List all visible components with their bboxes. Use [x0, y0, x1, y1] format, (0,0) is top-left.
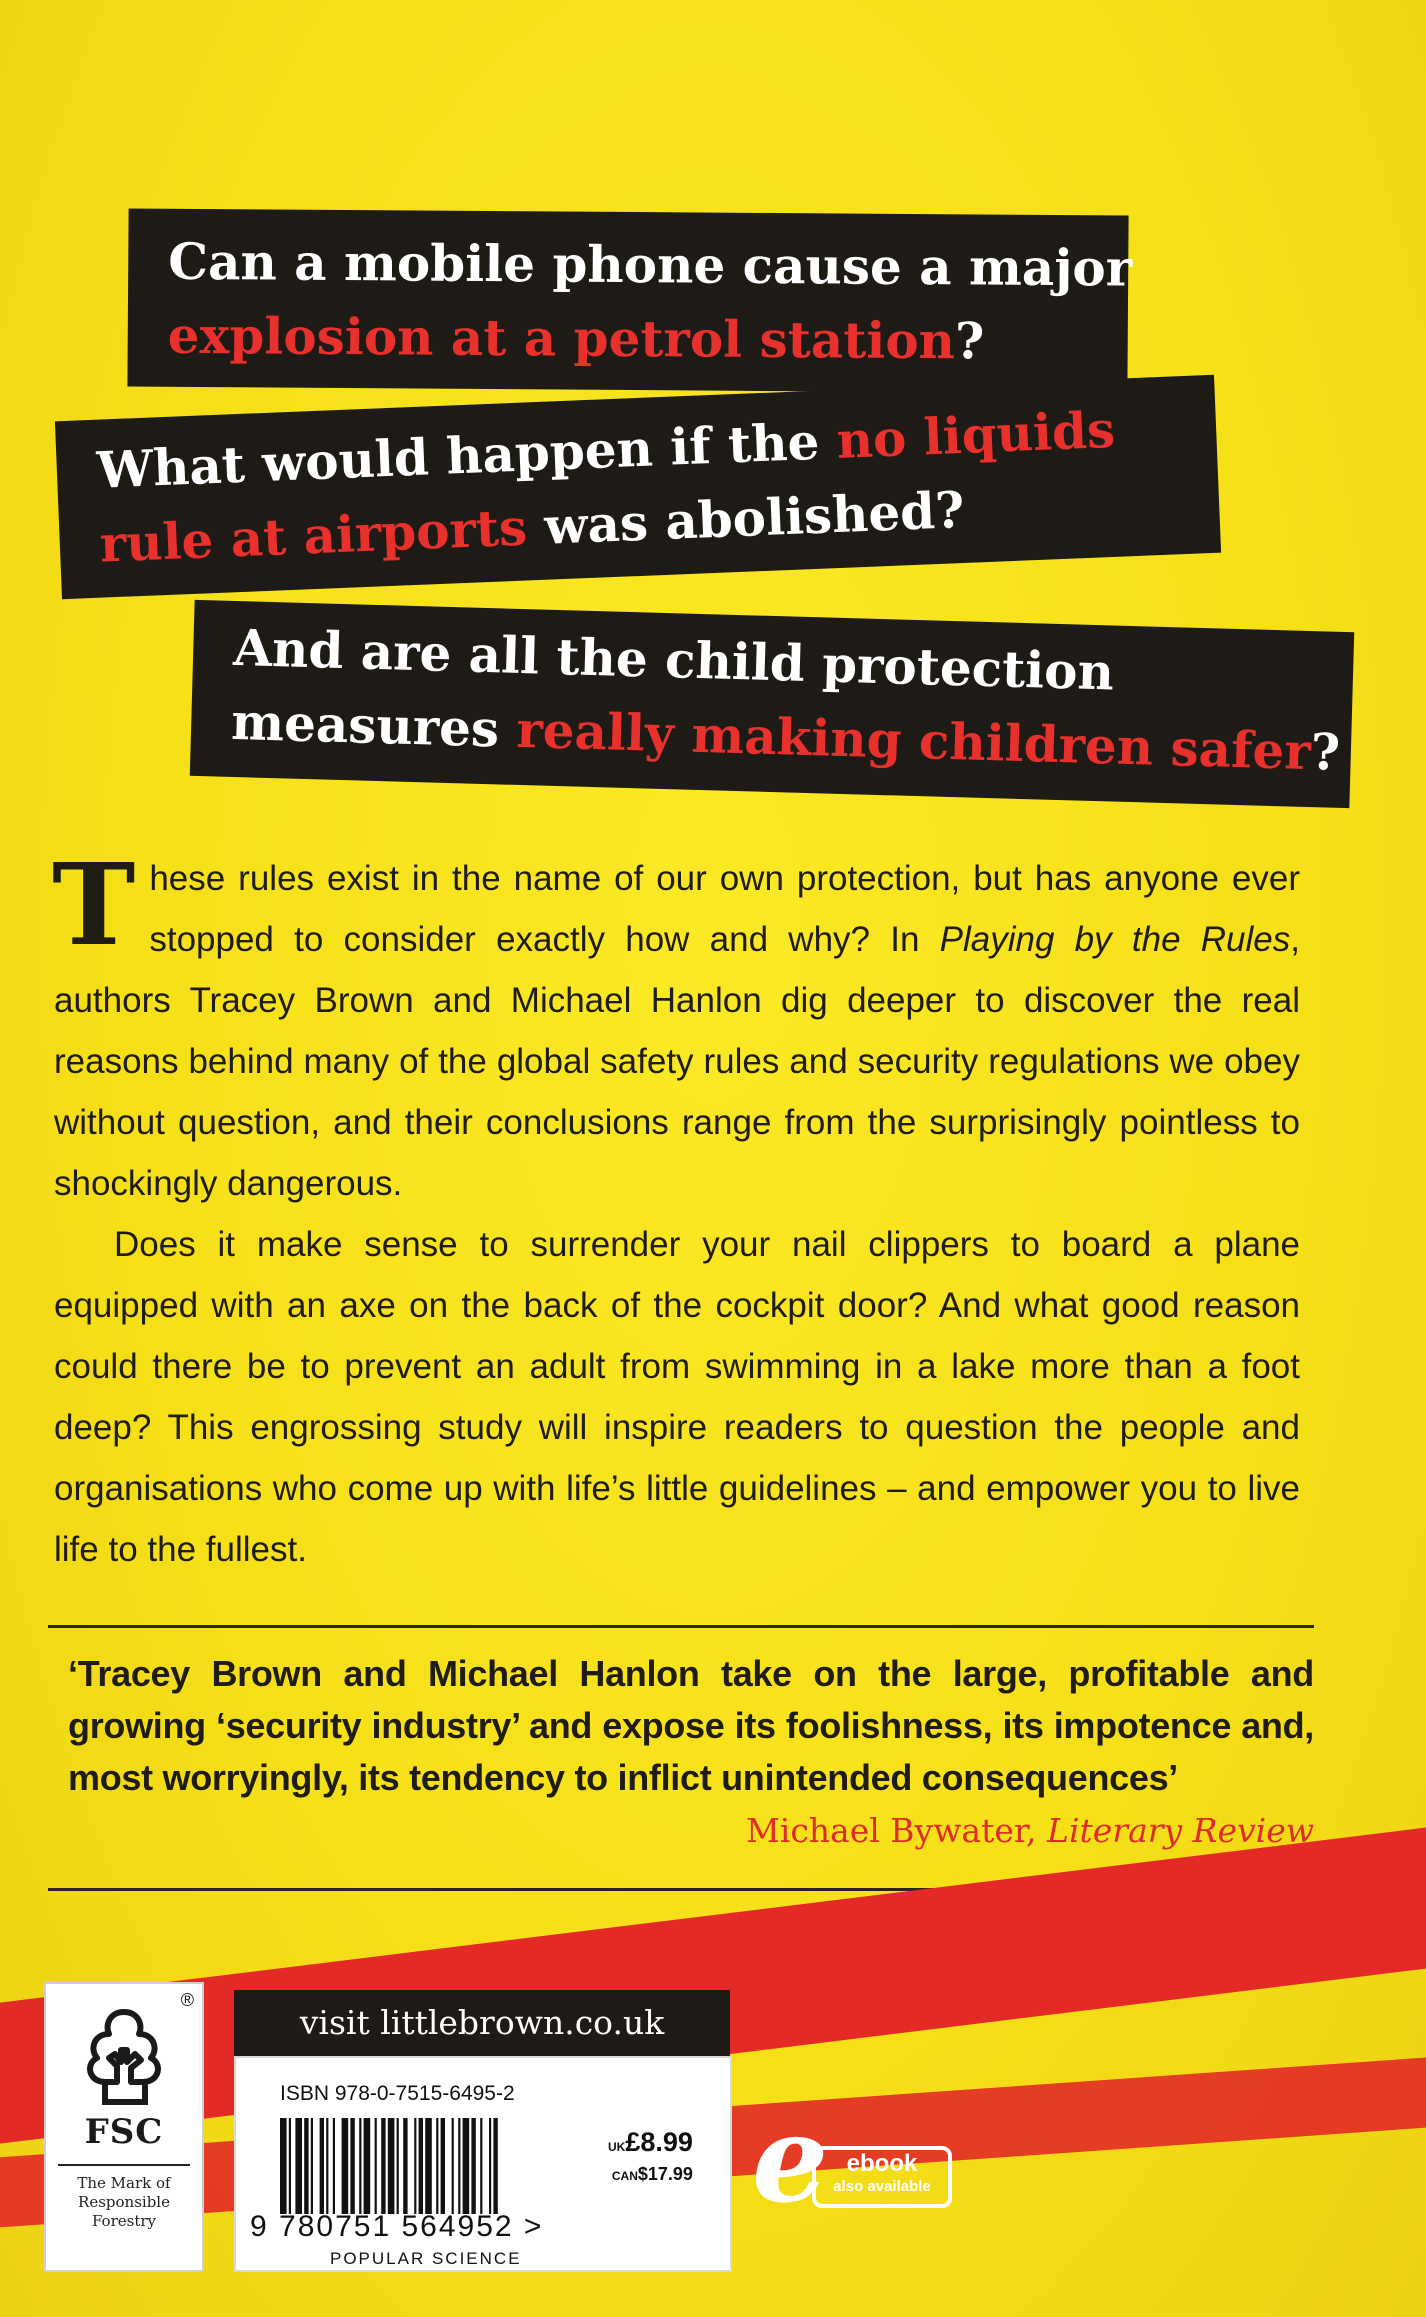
price-uk-value: £8.99: [625, 2127, 693, 2157]
ebook-subtitle: also available: [833, 2178, 931, 2195]
banner-3-line-1: And are all the child protection: [232, 617, 1115, 702]
banner-3-end: ?: [1309, 722, 1341, 782]
question-banner-3: [190, 600, 1354, 808]
price-can: [608, 2163, 693, 2187]
banner-1-line-1: Can a mobile phone cause a major: [168, 231, 1133, 298]
fsc-logo: [44, 1982, 204, 2272]
banner-2-highlight-b: rule at airports: [98, 497, 529, 574]
banner-2-end: was abolished?: [525, 479, 966, 557]
barcode-icon: [280, 2118, 590, 2214]
review-author: Michael Bywater,: [745, 1811, 1048, 1850]
divider-top: [48, 1625, 1314, 1628]
banner-3-start: measures: [230, 691, 518, 759]
banner-1-end: ?: [954, 311, 985, 371]
review-publication: Literary Review: [1047, 1811, 1314, 1850]
book-title-inline: Playing by the Rules: [939, 920, 1291, 959]
ebook-badge: [752, 2089, 962, 2230]
ebook-label: [812, 2146, 952, 2208]
publisher-website: visit littlebrown.co.uk: [234, 1990, 730, 2056]
price-can-label: CAN: [611, 2169, 638, 2183]
ebook-title: ebook: [846, 2150, 918, 2177]
banner-1-line-2: [167, 299, 1087, 379]
price-block: [608, 2126, 693, 2187]
question-banner-1: [127, 209, 1133, 394]
blurb-p1-a: hese rules exist in the name of our own protection, but has anyone ever stopped to consider exactly how and why? In: [149, 859, 1300, 959]
drop-cap: T: [52, 840, 136, 971]
fsc-tagline: The Mark of Responsible Forestry: [58, 2164, 190, 2231]
isbn-text: ISBN 978-0-7515-6495-2: [280, 2082, 515, 2105]
blurb-paragraph-2: Does it make sense to surrender your nail clippers to board a plane equipped with an axe on the back of the cockpit door? And what good reason could there be to prevent an adult from swimming in a lake more than a foot deep? This engrossing study will inspire readers to question the people and organisations who come up with life’s little guidelines – and empower you to live life to the fullest.: [54, 1225, 1300, 1569]
fsc-tree-icon: [69, 2004, 179, 2108]
price-uk: [608, 2126, 693, 2163]
genre-label: POPULAR SCIENCE: [330, 2249, 522, 2268]
banner-2-start: What would happen if the: [95, 411, 838, 500]
ean-number: 9 780751 564952 >: [250, 2210, 544, 2243]
banner-2-highlight-a: no liquids: [835, 399, 1117, 470]
banner-1-highlight: explosion at a petrol station: [167, 305, 956, 371]
review-attribution: [746, 1811, 1314, 1850]
registered-mark: ®: [180, 1990, 194, 2010]
banner-3-highlight: really making children safer: [515, 699, 1312, 782]
fsc-name: FSC: [84, 2112, 164, 2152]
question-banner-2: [55, 375, 1221, 599]
blurb-p1-b: , authors Tracey Brown and Michael Hanlon dig deeper to discover the real reasons behind many of the global safety rules and security regulations we obey without question, and their conclusions range from the surprisingly pointless to shockingly dangerous.: [54, 920, 1300, 1203]
ebook-e-icon: e: [752, 2089, 829, 2230]
blurb: [52, 840, 1300, 1580]
price-uk-label: UK: [608, 2140, 626, 2154]
barcode-panel: [234, 2056, 732, 2272]
review-quote: ‘Tracey Brown and Michael Hanlon take on the large, profitable and growing ‘security industry’ and expose its foolishness, its impotence and, most worryingly, its tendency to inflict unintended consequences’: [68, 1653, 1314, 1798]
price-can-value: $17.99: [637, 2164, 693, 2184]
blurb-paragraph-1: [52, 840, 1300, 1214]
